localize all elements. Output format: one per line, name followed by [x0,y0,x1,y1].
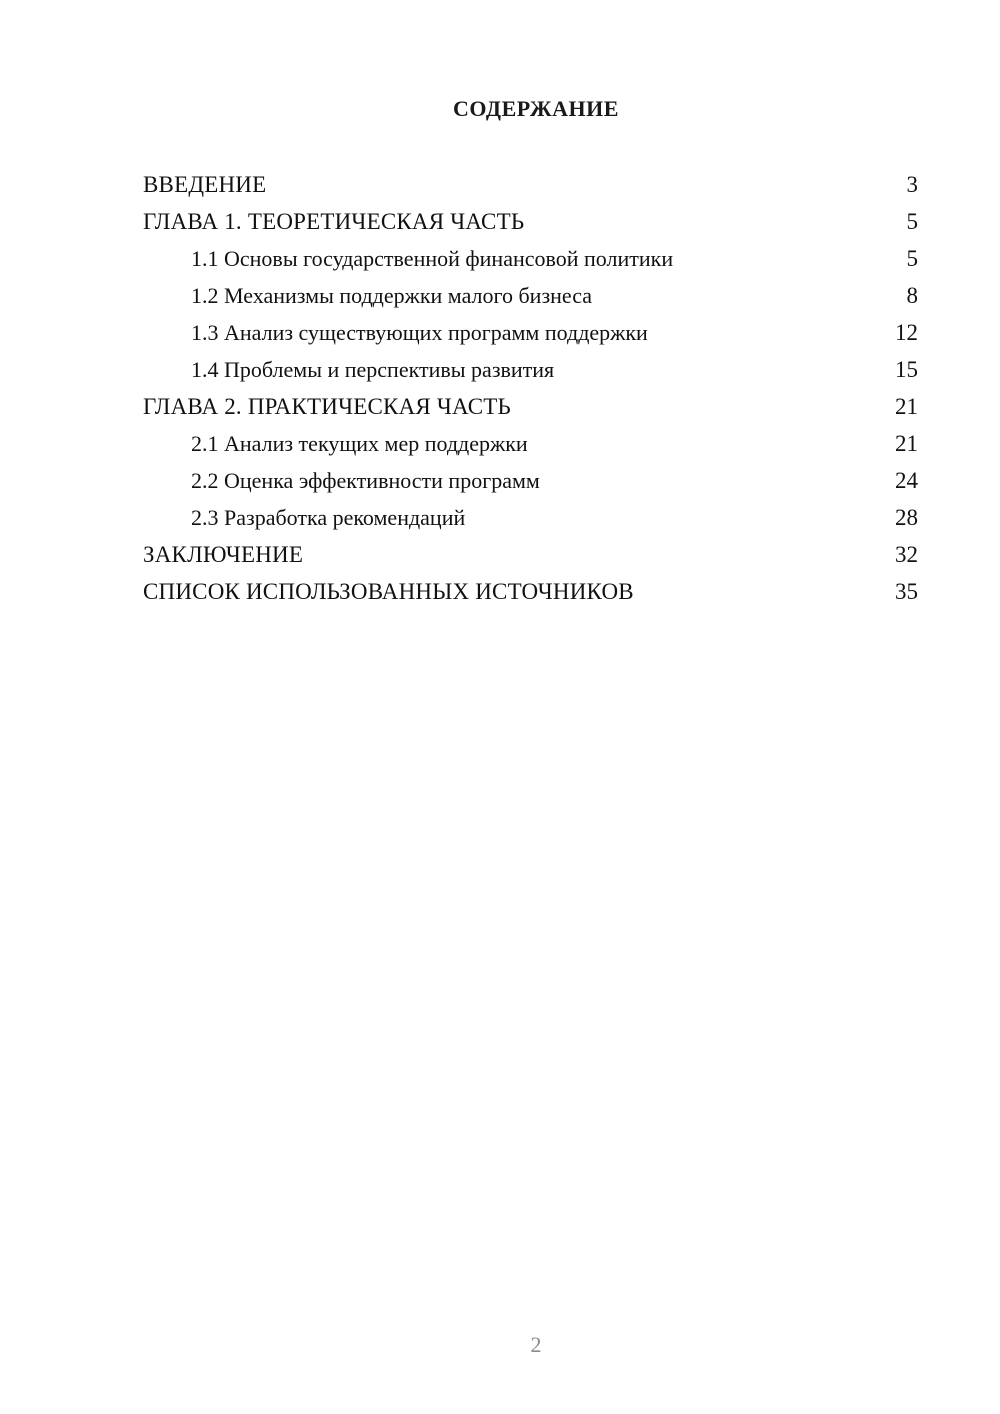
toc-entry-page: 35 [895,579,918,604]
toc-entry-page: 21 [895,394,918,419]
toc-title: СОДЕРЖАНИЕ [453,96,619,121]
toc-entry-section-1-4[interactable] [143,351,918,388]
toc-entry-page: 8 [906,283,918,308]
toc-entry-page: 21 [895,431,918,456]
toc-entry-label: 2.3 Разработка рекомендаций [191,505,466,530]
toc-entry-section-2-3[interactable] [143,499,918,536]
toc-entry-label: 2.2 Оценка эффективности программ [191,468,540,493]
toc-list [143,166,918,610]
toc-entry-page: 3 [906,172,918,197]
toc-entry-section-1-2[interactable] [143,277,918,314]
toc-entry-page: 5 [906,246,918,271]
toc-entry-references[interactable] [143,573,918,610]
toc-entry-label: ВВЕДЕНИЕ [143,172,267,197]
toc-entry-label: 2.1 Анализ текущих мер поддержки [191,431,528,456]
toc-entry-page: 28 [895,505,918,530]
toc-entry-section-1-1[interactable] [143,240,918,277]
toc-entry-page: 5 [906,209,918,234]
toc-entry-page: 24 [895,468,918,493]
toc-entry-section-1-3[interactable] [143,314,918,351]
toc-entry-label: 1.1 Основы государственной финансовой политики [191,246,674,271]
toc-entry-label: ГЛАВА 1. ТЕОРЕТИЧЕСКАЯ ЧАСТЬ [143,209,525,234]
toc-entry-page: 12 [895,320,918,345]
toc-entry-page: 15 [895,357,918,382]
toc-entry-chapter-2[interactable] [143,388,918,425]
toc-entry-label: СПИСОК ИСПОЛЬЗОВАННЫХ ИСТОЧНИКОВ [143,579,634,604]
toc-entry-label: 1.2 Механизмы поддержки малого бизнеса [191,283,593,308]
toc-entry-label: 1.4 Проблемы и перспективы развития [191,357,555,382]
toc-entry-page: 32 [895,542,918,567]
toc-entry-introduction[interactable] [143,166,918,203]
toc-entry-section-2-1[interactable] [143,425,918,462]
toc-entry-label: ЗАКЛЮЧЕНИЕ [143,542,304,567]
page-number: 2 [530,1332,542,1357]
toc-entry-label: 1.3 Анализ существующих программ поддержки [191,320,648,345]
toc-entry-conclusion[interactable] [143,536,918,573]
toc-entry-section-2-2[interactable] [143,462,918,499]
toc-entry-chapter-1[interactable] [143,203,918,240]
toc-entry-label: ГЛАВА 2. ПРАКТИЧЕСКАЯ ЧАСТЬ [143,394,511,419]
